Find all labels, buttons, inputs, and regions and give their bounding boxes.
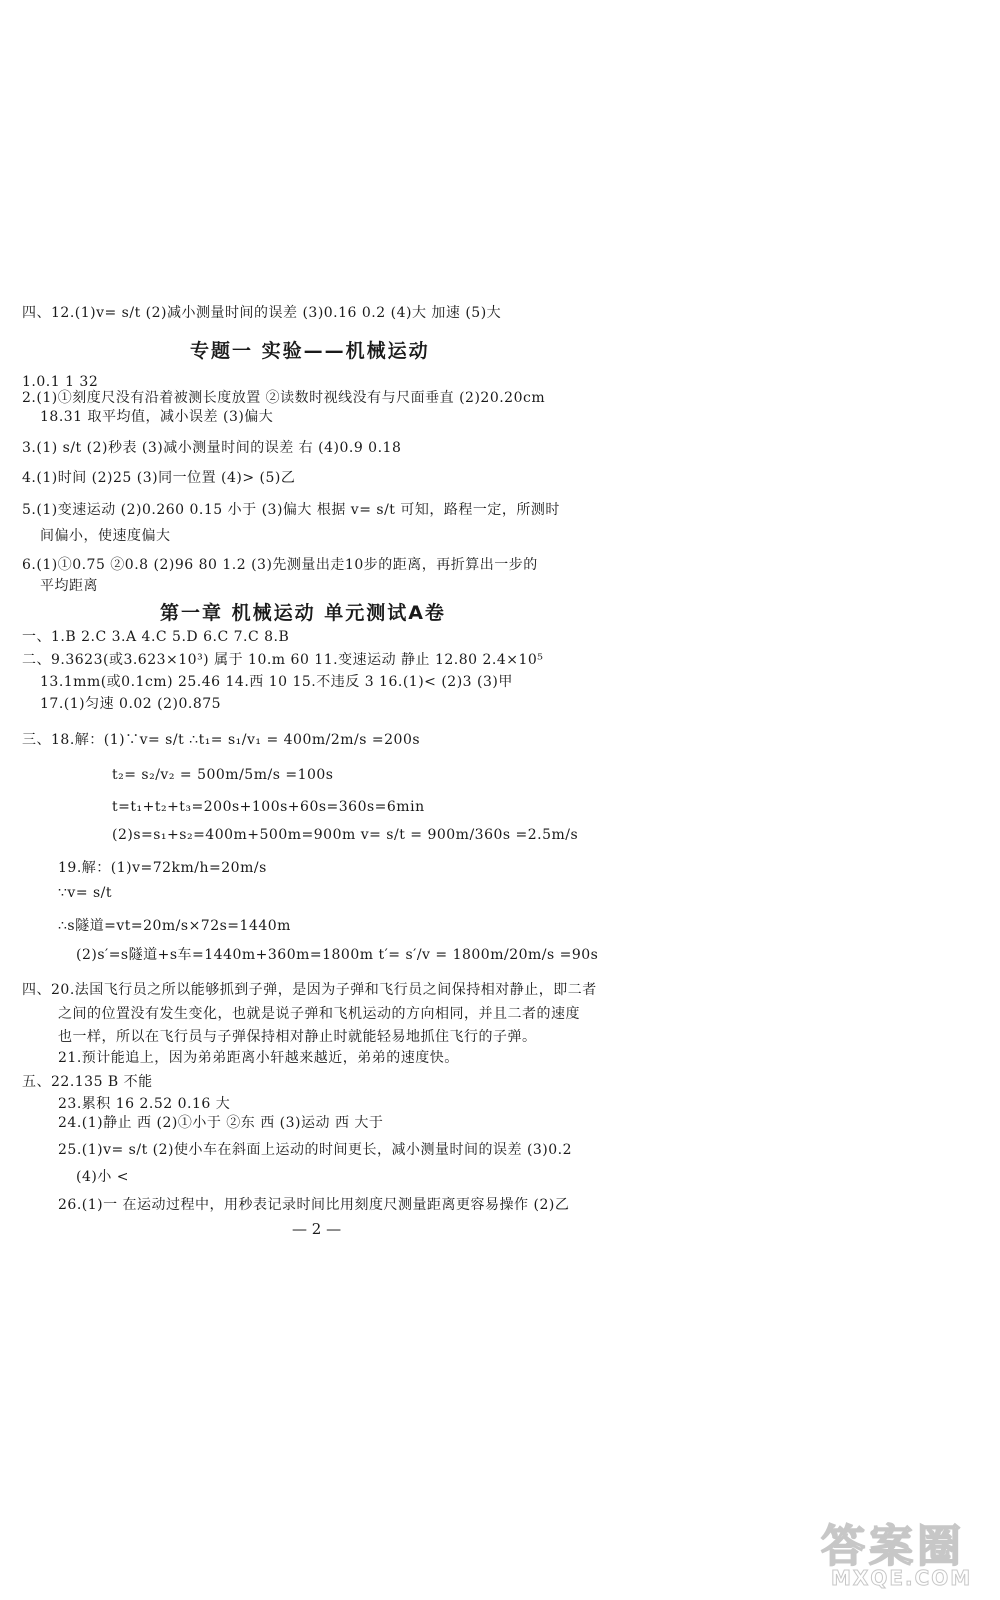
answer-line: (4)小 <: [76, 1169, 130, 1185]
answer-line: 21.预计能追上，因为弟弟距离小轩越来越近，弟弟的速度快。: [58, 1050, 459, 1066]
watermark-url: MXQE.COM: [831, 1566, 973, 1590]
answer-line: 19.解：(1)v=72km/h=20m/s: [58, 860, 267, 876]
answer-line: 4.(1)时间 (2)25 (3)同一位置 (4)> (5)乙: [22, 470, 296, 486]
answer-line: 也一样，所以在飞行员与子弹保持相对静止时就能轻易地抓住飞行的子弹。: [58, 1029, 537, 1045]
answer-line: 间偏小，使速度偏大: [40, 528, 171, 544]
answer-line: ∴s隧道=vt=20m/s×72s=1440m: [58, 918, 291, 934]
answer-line: ∵v= s/t: [58, 885, 113, 901]
answer-line: 二、9.3623(或3.623×10³) 属于 10.m 60 11.变速运动 静止 12.80 2.4×10⁵: [22, 652, 544, 668]
answer-line: 26.(1)一 在运动过程中，用秒表记录时间比用刻度尺测量距离更容易操作 (2)乙: [58, 1197, 570, 1213]
section-heading-experiment: 专题一 实验——机械运动: [190, 340, 430, 362]
answer-line: 五、22.135 B 不能: [22, 1074, 153, 1090]
answer-line: 之间的位置没有发生变化，也就是说子弹和飞机运动的方向相同，并且二者的速度: [58, 1006, 580, 1022]
answer-line: 平均距离: [40, 578, 98, 594]
answer-line: 6.(1)①0.75 ②0.8 (2)96 80 1.2 (3)先测量出走10步的距离，再折算出一步的: [22, 557, 538, 573]
answer-line: (2)s′=s隧道+s车=1440m+360m=1800m t′= s′/v = 1800m/20m/s =90s: [76, 947, 599, 963]
answer-line: 2.(1)①刻度尺没有沿着被测长度放置 ②读数时视线没有与尺面垂直 (2)20.20cm: [22, 390, 546, 406]
answer-line: 24.(1)静止 西 (2)①小于 ②东 西 (3)运动 西 大于: [58, 1115, 384, 1131]
watermark-text: 答案圈: [821, 1521, 965, 1572]
answer-line: 13.1mm(或0.1cm) 25.46 14.西 10 15.不违反 3 16.(1)< (2)3 (3)甲: [40, 674, 513, 690]
section-heading-unit-test: 第一章 机械运动 单元测试A卷: [160, 602, 446, 624]
watermark-logo: [813, 1510, 988, 1594]
page-number: — 2 —: [292, 1220, 342, 1238]
answer-line: t=t₁+t₂+t₃=200s+100s+60s=360s=6min: [112, 799, 425, 815]
answer-line: 3.(1) s/t (2)秒表 (3)减小测量时间的误差 右 (4)0.9 0.18: [22, 440, 402, 456]
answer-line: 四、12.(1)v= s/t (2)减小测量时间的误差 (3)0.16 0.2 (4)大 加速 (5)大: [22, 305, 502, 321]
answer-line: 四、20.法国飞行员之所以能够抓到子弹，是因为子弹和飞行员之间保持相对静止，即二者: [22, 982, 597, 998]
answer-line: 一、1.B 2.C 3.A 4.C 5.D 6.C 7.C 8.B: [22, 629, 290, 645]
answer-line: 三、18.解：(1)∵v= s/t ∴t₁= s₁/v₁ = 400m/2m/s =200s: [22, 732, 421, 748]
answer-line: (2)s=s₁+s₂=400m+500m=900m v= s/t = 900m/360s =2.5m/s: [112, 827, 579, 843]
answer-line: 17.(1)匀速 0.02 (2)0.875: [40, 696, 222, 712]
answer-line: 1.0.1 1 32: [22, 374, 99, 390]
answer-line: 18.31 取平均值，减小误差 (3)偏大: [40, 409, 274, 425]
answer-line: 25.(1)v= s/t (2)使小车在斜面上运动的时间更长，减小测量时间的误差 (3)0.2: [58, 1142, 573, 1158]
answer-line: t₂= s₂/v₂ = 500m/5m/s =100s: [112, 767, 334, 783]
answer-line: 23.累积 16 2.52 0.16 大: [58, 1096, 231, 1112]
answer-line: 5.(1)变速运动 (2)0.260 0.15 小于 (3)偏大 根据 v= s/t 可知，路程一定，所测时: [22, 502, 560, 518]
